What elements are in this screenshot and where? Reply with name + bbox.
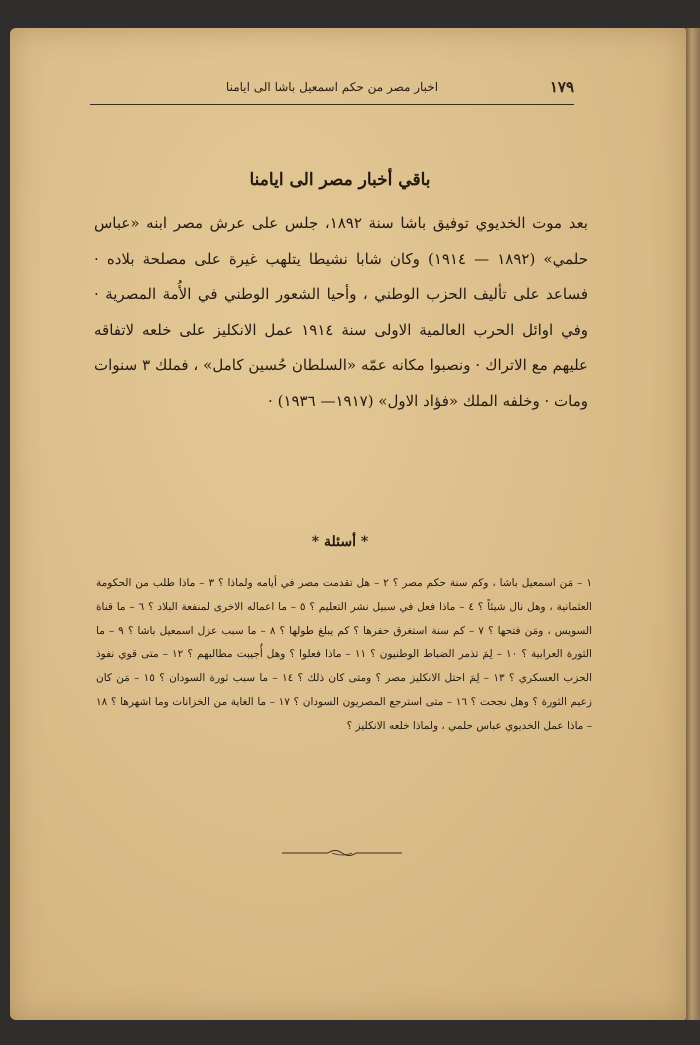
- page-header: [90, 78, 574, 105]
- book-spine-edge: [686, 28, 700, 1020]
- ornament-divider-icon: [282, 848, 402, 858]
- page-number: ١٧٩: [549, 78, 574, 96]
- section-title: باقي أخبار مصر الى ايامنا: [249, 170, 431, 190]
- questions-list: ١ – مَن اسمعيل باشا ، وكم سنة حكم مصر ؟ ٢ – هل تقدمت مصر في أيامه ولماذا ؟ ٣ – ماذا طلب من الحكومة العثمانية ، وهل نال شيئاً ؟ ٤ – ماذا فعل في سبيل نشر التعليم ؟ ٥ – ما اعماله الاخرى لمنفعة البلاد ؟ ٦ – ما قناة السويس ، ومَن فتحها ؟ ٧ – كم سنة استغرق حفرها ؟ كم يبلغ طولها ؟ ٨ – ما سبب عزل اسمعيل باشا ؟ ٩ – ما الثورة العرابية ؟ ١٠ – لِمَ تذمر الضباط الوطنيون ؟ ١١ – ماذا فعلوا ؟ وهل أُجيبت مطالبهم ؟ ١٢ – متى قوي نفوذ الحزب العسكري ؟ ١٣ – لِمَ احتل الانكليز مصر ؟ ومتى كان ذلك ؟ ١٤ – ما سبب ثورة السودان ؟ ١٥ – مَن كان زعيم الثورة ؟ وهل نجحت ؟ ١٦ – متى استرجع المصريون السودان ؟ ١٧ – ما الغاية من الخزانات وما اشهرها ؟ ١٨ – ماذا عمل الخديوي عباس حلمي ، ولماذا خلعه الانكليز ؟: [96, 577, 593, 732]
- running-head: اخبار مصر من حكم اسمعيل باشا الى ايامنا: [225, 80, 439, 94]
- body-paragraph: بعد موت الخديوي توفيق باشا سنة ١٨٩٢، جلس على عرش مصر ابنه «عباس حلمي» (١٨٩٢ — ١٩١٤) وكان شابا نشيطا يتلهب غيرة على مصلحة بلاده · فساعد على تأليف الحزب الوطني ، وأحيا الشعور الوطني في الأُمة المصرية · وفي اوائل الحرب العالمية الاولى سنة ١٩١٤ عمل الانكليز على خلعه لاتفاقه عليهم مع الاتراك · ونصبوا مكانه عمّه «السلطان حُسين كامل» ، فملك ٣ سنوات ومات · وخلفه الملك «فؤاد الاول» (١٩١٧— ١٩٣٦) ·: [94, 214, 588, 410]
- questions-heading: * أسئلة *: [311, 534, 369, 550]
